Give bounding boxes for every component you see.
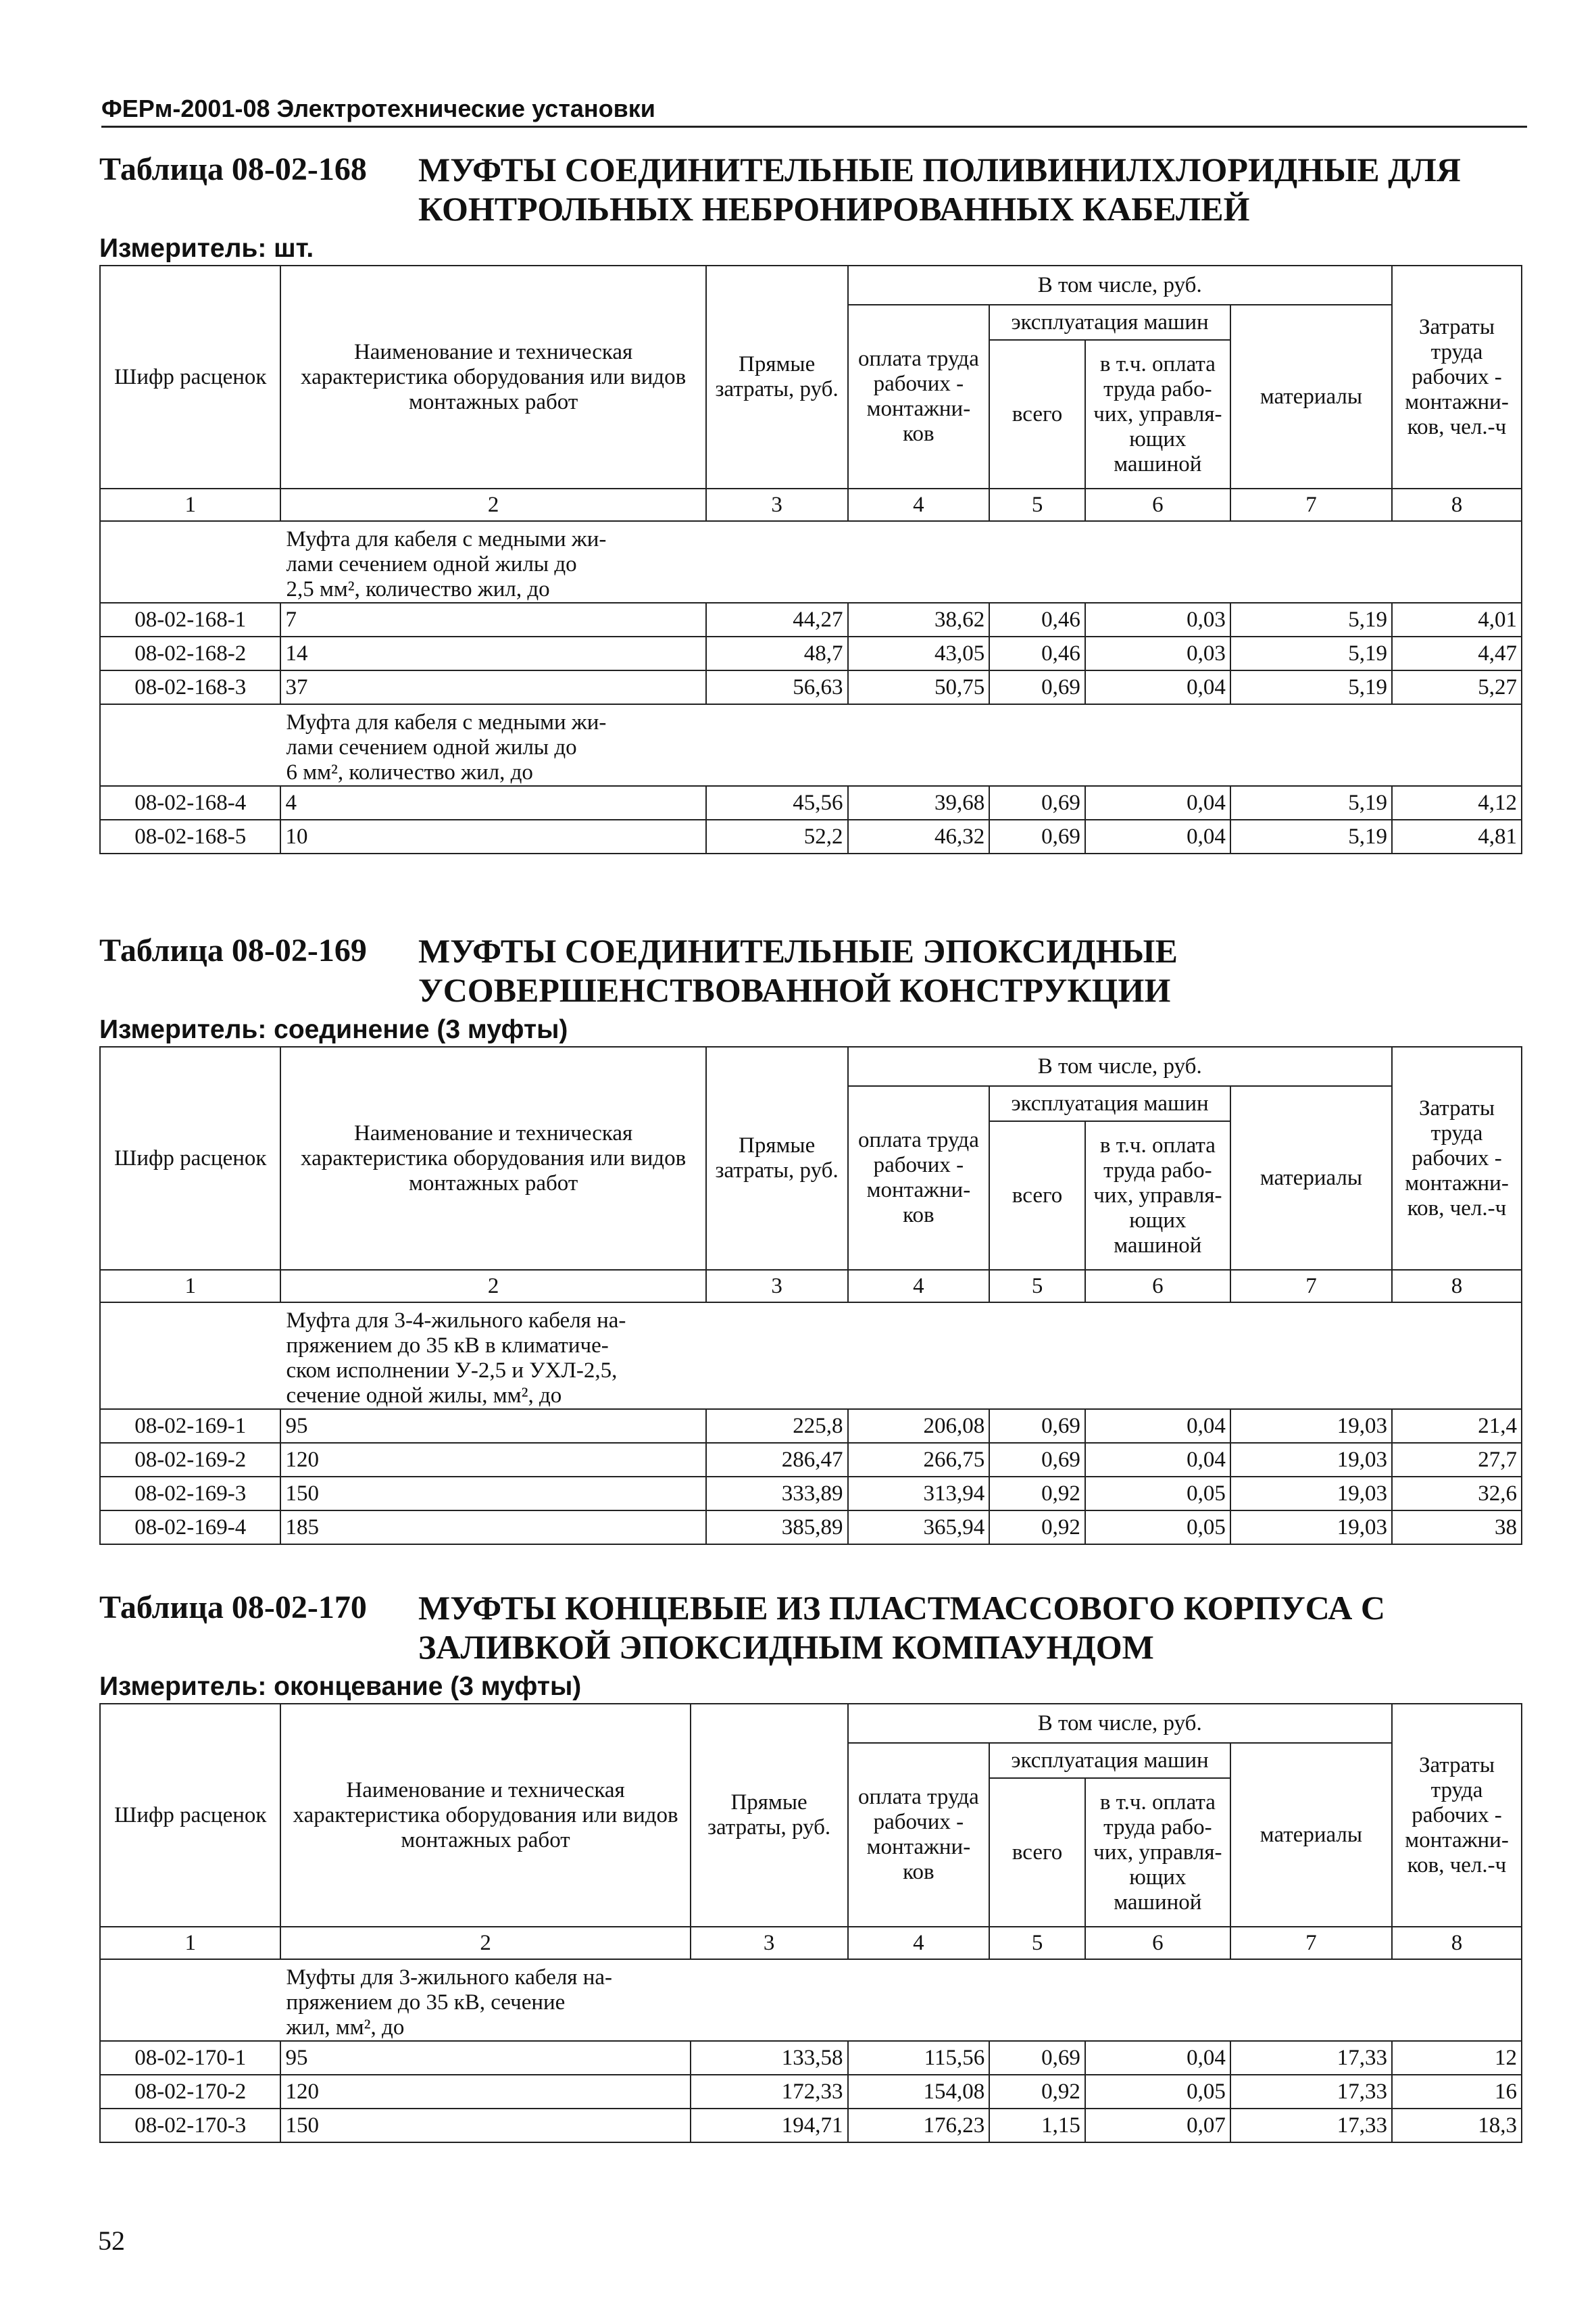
description-line: пряжением до 35 кВ, сечение [286, 1990, 566, 2015]
column-number: 4 [848, 1927, 990, 1959]
labor-pay: 39,68 [848, 786, 990, 820]
machines-total: 0,69 [989, 786, 1085, 820]
labor-hours: 4,12 [1392, 786, 1522, 820]
machines-total: 0,92 [989, 1477, 1085, 1510]
labor-hours: 18,3 [1392, 2109, 1522, 2142]
header-machines: эксплуатация машин [989, 1743, 1230, 1778]
header-machines: эксплуатация машин [989, 305, 1230, 340]
machines-total: 0,46 [989, 603, 1085, 637]
machine-operators-pay: 0,04 [1085, 1443, 1230, 1477]
machine-operators-pay: 0,05 [1085, 1510, 1230, 1544]
table-row [100, 2041, 1522, 2075]
cores: 95 [280, 1409, 705, 1443]
rate-code: 08-02-169-4 [100, 1510, 280, 1544]
header-direct: Прямые затраты, руб. [706, 1047, 848, 1270]
labor-hours: 5,27 [1392, 670, 1522, 704]
header-total: всего [989, 1778, 1085, 1927]
machines-total: 0,46 [989, 637, 1085, 670]
labor-hours: 27,7 [1392, 1443, 1522, 1477]
table-row [100, 786, 1522, 820]
header-code: Шифр расценок [100, 1704, 280, 1927]
labor-pay: 38,62 [848, 603, 990, 637]
column-numbers-row [100, 1927, 1522, 1959]
section-spacer [100, 521, 280, 603]
table-heading [99, 1588, 1525, 1667]
labor-hours: 4,01 [1392, 603, 1522, 637]
direct-cost: 133,58 [691, 2041, 848, 2075]
column-number: 5 [989, 489, 1085, 521]
labor-pay: 154,08 [848, 2075, 990, 2109]
description-line: Муфта для 3-4-жильного кабеля на- [286, 1308, 626, 1333]
rate-code: 08-02-170-2 [100, 2075, 280, 2109]
header-total: всего [989, 340, 1085, 489]
labor-hours: 38 [1392, 1510, 1522, 1544]
cores: 150 [280, 1477, 705, 1510]
column-number: 3 [706, 489, 848, 521]
table-number: Таблица 08-02-169 [99, 933, 367, 968]
header-materials: материалы [1230, 1743, 1392, 1927]
materials-cost: 5,19 [1230, 820, 1392, 854]
cores: 95 [280, 2041, 690, 2075]
table-row [100, 1443, 1522, 1477]
rate-code: 08-02-168-3 [100, 670, 280, 704]
description-line: Муфта для кабеля с медными жи- [286, 527, 607, 551]
header-incl-pay: в т.ч. оплата труда рабо-чих, управля-ющих машиной [1085, 1121, 1230, 1270]
machines-total: 0,69 [989, 820, 1085, 854]
machines-total: 0,92 [989, 2075, 1085, 2109]
labor-pay: 313,94 [848, 1477, 990, 1510]
labor-hours: 32,6 [1392, 1477, 1522, 1510]
labor-hours: 16 [1392, 2075, 1522, 2109]
header-direct: Прямые затраты, руб. [691, 1704, 848, 1927]
table-number: Таблица 08-02-170 [99, 1590, 367, 1625]
machines-total: 0,69 [989, 1409, 1085, 1443]
cores: 120 [280, 1443, 705, 1477]
direct-cost: 56,63 [706, 670, 848, 704]
column-number: 7 [1230, 1270, 1392, 1302]
description-line: Муфты для 3-жильного кабеля на- [286, 1965, 613, 1990]
description-line: жил, мм², до [286, 2015, 405, 2040]
header-labor: Затраты труда рабочих - монтажни-ков, чел.-ч [1392, 266, 1522, 489]
column-numbers-row [100, 1270, 1522, 1302]
table-title: МУФТЫ СОЕДИНИТЕЛЬНЫЕ ЭПОКСИДНЫЕ УСОВЕРШЕНСТВОВАННОЙ КОНСТРУКЦИИ [418, 932, 1178, 1009]
table-title: МУФТЫ СОЕДИНИТЕЛЬНЫЕ ПОЛИВИНИЛХЛОРИДНЫЕ ДЛЯ КОНТРОЛЬНЫХ НЕБРОНИРОВАННЫХ КАБЕЛЕЙ [418, 151, 1461, 228]
table-measure: Измеритель: соединение (3 муфты) [99, 1015, 568, 1044]
column-number: 8 [1392, 489, 1522, 521]
table-heading [99, 150, 1525, 228]
section-row [100, 1959, 1522, 2041]
rate-code: 08-02-170-1 [100, 2041, 280, 2075]
materials-cost: 17,33 [1230, 2041, 1392, 2075]
section-row [100, 1302, 1522, 1409]
column-number: 2 [280, 489, 705, 521]
machine-operators-pay: 0,04 [1085, 670, 1230, 704]
rate-code: 08-02-168-4 [100, 786, 280, 820]
materials-cost: 19,03 [1230, 1510, 1392, 1544]
labor-hours: 4,47 [1392, 637, 1522, 670]
column-number: 1 [100, 489, 280, 521]
column-number: 2 [280, 1927, 690, 1959]
materials-cost: 5,19 [1230, 603, 1392, 637]
section-description [280, 521, 1522, 603]
table-measure: Измеритель: шт. [99, 234, 314, 263]
header-pay: оплата труда рабочих - монтажни-ков [848, 1086, 990, 1270]
header-pay: оплата труда рабочих - монтажни-ков [848, 305, 990, 489]
labor-hours: 21,4 [1392, 1409, 1522, 1443]
section-description [280, 1302, 1522, 1409]
section-description [280, 1959, 1522, 2041]
labor-pay: 46,32 [848, 820, 990, 854]
machine-operators-pay: 0,04 [1085, 786, 1230, 820]
header-incl: В том числе, руб. [848, 1047, 1393, 1086]
header-name: Наименование и техническая характеристика оборудования или видов монтажных работ [280, 266, 705, 489]
rate-code: 08-02-170-3 [100, 2109, 280, 2142]
labor-pay: 365,94 [848, 1510, 990, 1544]
table-block-08-02-168 [99, 150, 1525, 854]
machine-operators-pay: 0,05 [1085, 2075, 1230, 2109]
column-number: 6 [1085, 1927, 1230, 1959]
labor-pay: 266,75 [848, 1443, 990, 1477]
section-spacer [100, 704, 280, 786]
table-block-08-02-169 [99, 931, 1525, 1545]
cores: 185 [280, 1510, 705, 1544]
machine-operators-pay: 0,03 [1085, 603, 1230, 637]
cores: 4 [280, 786, 705, 820]
direct-cost: 172,33 [691, 2075, 848, 2109]
header-incl-pay: в т.ч. оплата труда рабо-чих, управля-ющих машиной [1085, 340, 1230, 489]
machines-total: 0,69 [989, 1443, 1085, 1477]
table-block-08-02-170 [99, 1588, 1525, 2143]
machines-total: 0,69 [989, 670, 1085, 704]
rates-table [99, 265, 1522, 854]
direct-cost: 194,71 [691, 2109, 848, 2142]
description-line: пряжением до 35 кВ в климатиче- [286, 1333, 609, 1358]
column-number: 6 [1085, 489, 1230, 521]
section-row [100, 704, 1522, 786]
table-row [100, 1510, 1522, 1544]
rate-code: 08-02-169-2 [100, 1443, 280, 1477]
section-row [100, 521, 1522, 603]
description-line: Муфта для кабеля с медными жи- [286, 710, 607, 735]
cores: 150 [280, 2109, 690, 2142]
labor-pay: 206,08 [848, 1409, 990, 1443]
materials-cost: 19,03 [1230, 1409, 1392, 1443]
table-row [100, 820, 1522, 854]
machines-total: 1,15 [989, 2109, 1085, 2142]
materials-cost: 19,03 [1230, 1477, 1392, 1510]
column-numbers-row [100, 489, 1522, 521]
rate-code: 08-02-168-5 [100, 820, 280, 854]
machine-operators-pay: 0,05 [1085, 1477, 1230, 1510]
description-line: лами сечением одной жилы до [286, 735, 577, 760]
table-row [100, 1477, 1522, 1510]
header-name: Наименование и техническая характеристика оборудования или видов монтажных работ [280, 1047, 705, 1270]
direct-cost: 52,2 [706, 820, 848, 854]
labor-hours: 12 [1392, 2041, 1522, 2075]
direct-cost: 44,27 [706, 603, 848, 637]
header-materials: материалы [1230, 305, 1392, 489]
column-number: 5 [989, 1270, 1085, 1302]
machine-operators-pay: 0,07 [1085, 2109, 1230, 2142]
header-labor: Затраты труда рабочих - монтажни-ков, чел.-ч [1392, 1704, 1522, 1927]
header-labor: Затраты труда рабочих - монтажни-ков, чел.-ч [1392, 1047, 1522, 1270]
column-number: 8 [1392, 1927, 1522, 1959]
labor-pay: 115,56 [848, 2041, 990, 2075]
cores: 37 [280, 670, 705, 704]
column-number: 1 [100, 1270, 280, 1302]
header-pay: оплата труда рабочих - монтажни-ков [848, 1743, 990, 1927]
table-row [100, 2075, 1522, 2109]
description-line: 6 мм², количество жил, до [286, 760, 533, 785]
machine-operators-pay: 0,03 [1085, 637, 1230, 670]
column-number: 5 [989, 1927, 1085, 1959]
rate-code: 08-02-169-3 [100, 1477, 280, 1510]
header-incl: В том числе, руб. [848, 1704, 1393, 1743]
materials-cost: 17,33 [1230, 2075, 1392, 2109]
cores: 120 [280, 2075, 690, 2109]
rate-code: 08-02-169-1 [100, 1409, 280, 1443]
machines-total: 0,92 [989, 1510, 1085, 1544]
machine-operators-pay: 0,04 [1085, 2041, 1230, 2075]
description-line: сечение одной жилы, мм², до [286, 1383, 562, 1408]
cores: 14 [280, 637, 705, 670]
table-number: Таблица 08-02-168 [99, 151, 367, 187]
table-heading [99, 931, 1525, 1010]
table-row [100, 603, 1522, 637]
section-description [280, 704, 1522, 786]
table-title: МУФТЫ КОНЦЕВЫЕ ИЗ ПЛАСТМАССОВОГО КОРПУСА С ЗАЛИВКОЙ ЭПОКСИДНЫМ КОМПАУНДОМ [418, 1589, 1385, 1666]
labor-pay: 50,75 [848, 670, 990, 704]
column-number: 8 [1392, 1270, 1522, 1302]
materials-cost: 17,33 [1230, 2109, 1392, 2142]
rate-code: 08-02-168-2 [100, 637, 280, 670]
section-spacer [100, 1959, 280, 2041]
machine-operators-pay: 0,04 [1085, 820, 1230, 854]
header-code: Шифр расценок [100, 1047, 280, 1270]
column-number: 3 [691, 1927, 848, 1959]
page-header: ФЕРм-2001-08 Электротехнические установки [101, 95, 1527, 128]
direct-cost: 225,8 [706, 1409, 848, 1443]
description-line: лами сечением одной жилы до [286, 552, 577, 576]
description-line: 2,5 мм², количество жил, до [286, 577, 550, 601]
header-code: Шифр расценок [100, 266, 280, 489]
column-number: 1 [100, 1927, 280, 1959]
table-measure: Измеритель: оконцевание (3 муфты) [99, 1672, 582, 1701]
labor-hours: 4,81 [1392, 820, 1522, 854]
rates-table [99, 1046, 1522, 1545]
cores: 7 [280, 603, 705, 637]
header-direct: Прямые затраты, руб. [706, 266, 848, 489]
rate-code: 08-02-168-1 [100, 603, 280, 637]
column-number: 7 [1230, 1927, 1392, 1959]
materials-cost: 5,19 [1230, 637, 1392, 670]
description-line: ском исполнении У-2,5 и УХЛ-2,5, [286, 1358, 618, 1383]
direct-cost: 385,89 [706, 1510, 848, 1544]
column-number: 3 [706, 1270, 848, 1302]
labor-pay: 176,23 [848, 2109, 990, 2142]
table-row [100, 1409, 1522, 1443]
table-row [100, 670, 1522, 704]
rates-table [99, 1703, 1522, 2143]
column-number: 4 [848, 489, 990, 521]
header-name: Наименование и техническая характеристика оборудования или видов монтажных работ [280, 1704, 690, 1927]
direct-cost: 45,56 [706, 786, 848, 820]
cores: 10 [280, 820, 705, 854]
direct-cost: 286,47 [706, 1443, 848, 1477]
column-number: 4 [848, 1270, 990, 1302]
machines-total: 0,69 [989, 2041, 1085, 2075]
direct-cost: 48,7 [706, 637, 848, 670]
header-incl-pay: в т.ч. оплата труда рабо-чих, управля-ющих машиной [1085, 1778, 1230, 1927]
column-number: 2 [280, 1270, 705, 1302]
section-spacer [100, 1302, 280, 1409]
header-total: всего [989, 1121, 1085, 1270]
header-machines: эксплуатация машин [989, 1086, 1230, 1121]
column-number: 7 [1230, 489, 1392, 521]
page-number: 52 [98, 2225, 125, 2256]
column-number: 6 [1085, 1270, 1230, 1302]
materials-cost: 19,03 [1230, 1443, 1392, 1477]
header-materials: материалы [1230, 1086, 1392, 1270]
table-row [100, 2109, 1522, 2142]
machine-operators-pay: 0,04 [1085, 1409, 1230, 1443]
header-incl: В том числе, руб. [848, 266, 1393, 305]
materials-cost: 5,19 [1230, 670, 1392, 704]
table-row [100, 637, 1522, 670]
labor-pay: 43,05 [848, 637, 990, 670]
direct-cost: 333,89 [706, 1477, 848, 1510]
materials-cost: 5,19 [1230, 786, 1392, 820]
